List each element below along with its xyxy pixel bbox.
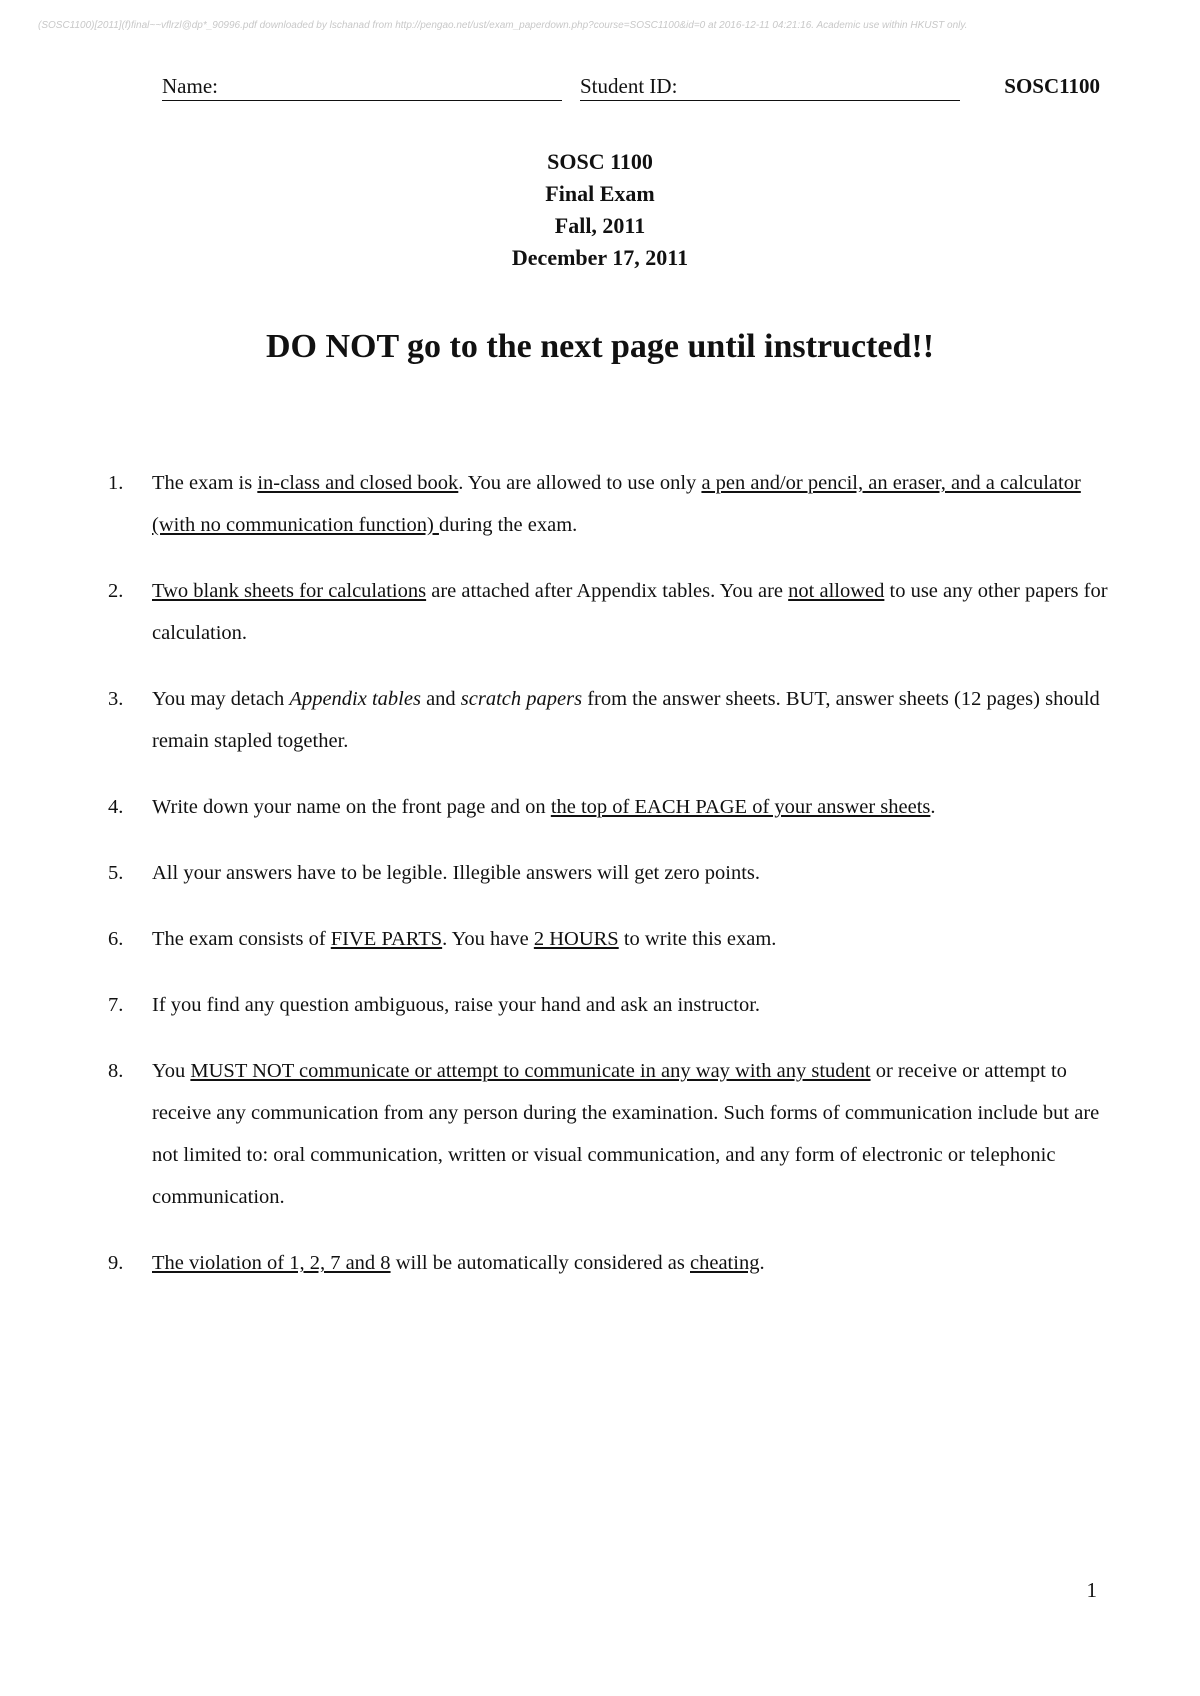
rule-text-segment: are attached after Appendix tables. You are [426, 580, 789, 602]
rule-emphasis-underline: the top of EACH PAGE of your answer sheets [550, 796, 931, 818]
rule-text-segment: from the answer sheets. BUT, answer sheets (12 pages) should remain stapled together. [152, 688, 1100, 752]
name-label: Name: [162, 74, 218, 98]
rule-item [108, 1050, 1108, 1218]
rule-number: 7. [108, 994, 124, 1016]
rule-number: 6. [108, 928, 124, 950]
rule-text-segment: . [759, 1252, 765, 1274]
rule-item [108, 918, 1108, 960]
rule-number: 9. [108, 1252, 124, 1274]
rule-emphasis-underline: 2 HOURS [533, 928, 619, 950]
header-line [162, 74, 1100, 104]
rule-emphasis-underline: Two blank sheets for calculations [152, 580, 427, 602]
rule-text-segment: All your answers have to be legible. Illegible answers will get zero points. [152, 862, 761, 884]
rule-emphasis-italic: scratch papers [460, 688, 583, 710]
rule-emphasis-underline: cheating [690, 1252, 760, 1274]
course-title: SOSC 1100 [547, 149, 653, 174]
rule-emphasis-underline: in-class and closed book [257, 472, 459, 494]
rule-number: 8. [108, 1060, 124, 1082]
rule-text-segment: or receive or attempt to receive any communication from any person during the examination. Such forms of communication include but are not limited to: oral communication, written or visual communication, and any form of electronic or telephonic communication. [152, 1060, 1100, 1208]
rule-item [108, 786, 1108, 828]
exam-title-block [0, 146, 1200, 274]
rule-emphasis-underline: not allowed [788, 580, 885, 602]
exam-type: Final Exam [545, 181, 655, 206]
exam-term: Fall, 2011 [554, 213, 646, 238]
rule-emphasis-underline: MUST NOT communicate or attempt to communicate in any way with any student [190, 1060, 871, 1082]
rule-text-segment: to write this exam. [618, 928, 777, 950]
rule-item [108, 984, 1108, 1026]
rule-text [152, 472, 1081, 536]
rule-text [152, 1060, 1099, 1208]
rule-text-segment: If you find any question ambiguous, raise your hand and ask an instructor. [152, 994, 761, 1016]
rule-number: 2. [108, 580, 124, 602]
rule-item [108, 462, 1108, 546]
rule-text-segment: You [152, 1060, 191, 1082]
rule-text [152, 1252, 765, 1274]
rule-text-segment: during the exam. [438, 514, 578, 536]
rule-text-segment: and [420, 688, 461, 710]
rule-text-segment: . [930, 796, 936, 818]
rule-number: 3. [108, 688, 124, 710]
rule-item [108, 570, 1108, 654]
rule-text-segment: . You are allowed to use only [458, 472, 702, 494]
rule-emphasis-underline: The violation of 1, 2, 7 and 8 [152, 1252, 391, 1274]
rule-item [108, 852, 1108, 894]
rule-number: 5. [108, 862, 124, 884]
rule-text-segment: The exam is [152, 472, 258, 494]
rule-text [152, 862, 760, 884]
rule-item [108, 1242, 1108, 1284]
rule-text [152, 994, 760, 1016]
rule-text-segment: to use any other papers for calculation. [152, 580, 1108, 644]
warning-heading: DO NOT go to the next page until instructed!! [265, 328, 935, 365]
exam-date: December 17, 2011 [511, 245, 689, 270]
rule-number: 4. [108, 796, 124, 818]
page-number: 1 [1086, 1578, 1097, 1602]
header-course-code: SOSC1100 [1004, 74, 1100, 98]
rule-emphasis-underline: FIVE PARTS [330, 928, 443, 950]
rule-text-segment: You may detach [152, 688, 290, 710]
rule-text-segment: will be automatically considered as [390, 1252, 690, 1274]
rule-text [152, 688, 1100, 752]
exam-rules-list [108, 462, 1108, 1308]
student-id-label: Student ID: [580, 74, 678, 98]
rule-text-segment: Write down your name on the front page and on [152, 796, 551, 818]
rule-text [152, 796, 936, 818]
rule-number: 1. [108, 472, 124, 494]
rule-emphasis-italic: Appendix tables [289, 688, 421, 710]
student-id-field[interactable] [580, 74, 960, 101]
rule-text [152, 580, 1108, 644]
download-watermark: (SOSC1100)[2011](f)final~~vflrzl@dp*_90996.pdf downloaded by lschanad from http://pengao.net/ust/exam_paperdown.php?course=SOSC1100&id=0 at 2016-12-11 04:21:16. Academic use within HKUST only. [38, 20, 968, 31]
rule-text-segment: . You have [442, 928, 534, 950]
rule-text [152, 928, 776, 950]
rule-text-segment: The exam consists of [152, 928, 331, 950]
rule-emphasis-underline: a pen and/or pencil, an eraser, and a calculator (with no communication function) [152, 472, 1081, 536]
rule-item [108, 678, 1108, 762]
name-field[interactable] [162, 74, 562, 101]
